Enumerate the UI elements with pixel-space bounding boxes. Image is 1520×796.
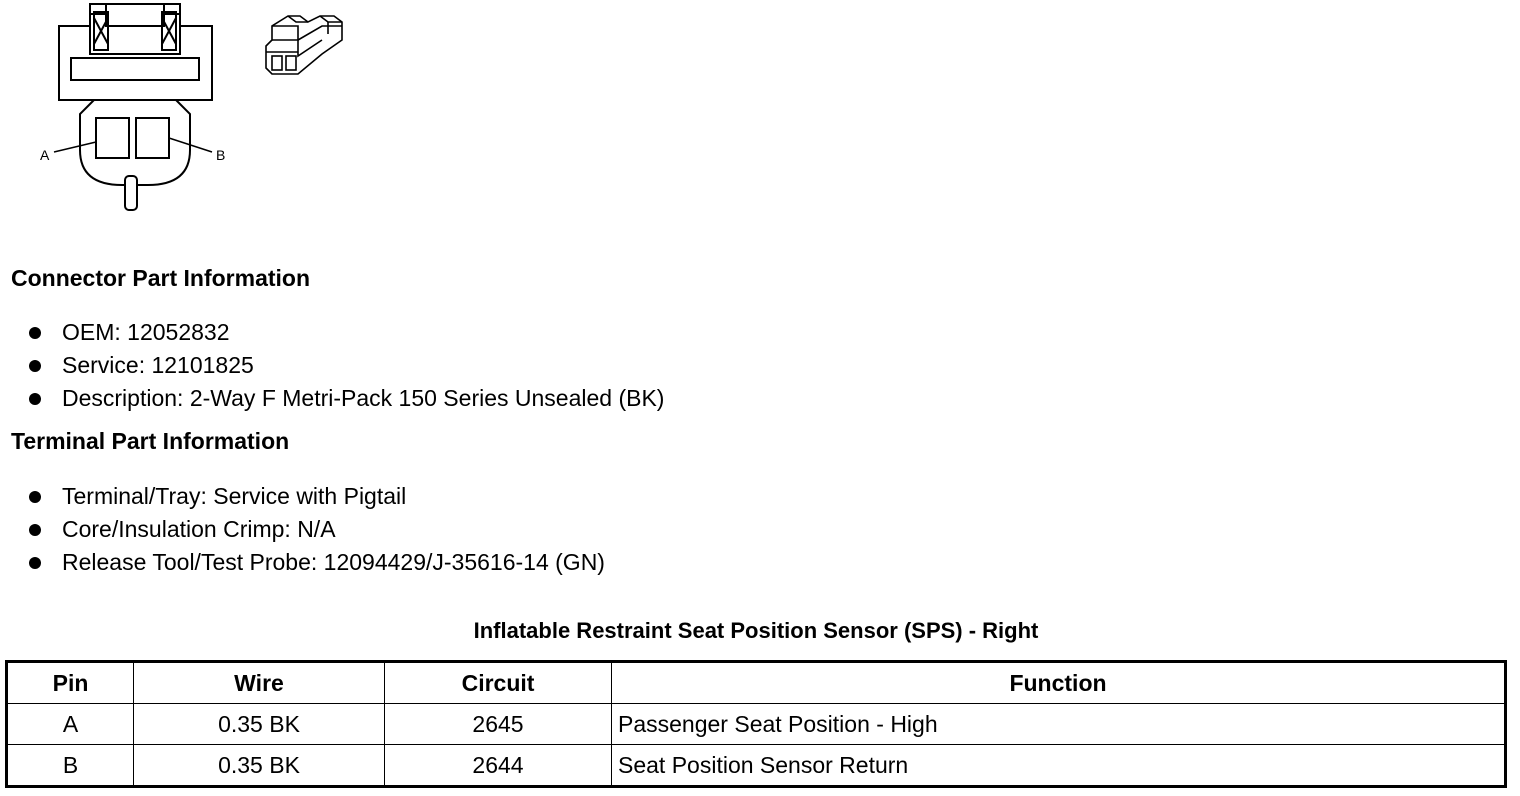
table-row (7, 745, 1506, 787)
cell-function: Passenger Seat Position - High (612, 704, 1506, 745)
header-function: Function (612, 662, 1506, 704)
pin-label-a: A (40, 147, 50, 163)
list-item: OEM: 12052832 (10, 316, 664, 349)
list-item: Description: 2-Way F Metri-Pack 150 Series Unsealed (BK) (10, 382, 664, 415)
cell-function: Seat Position Sensor Return (612, 745, 1506, 787)
pin-table (5, 660, 1507, 788)
cell-wire: 0.35 BK (134, 745, 385, 787)
bullet-icon (29, 360, 41, 372)
terminal-part-info-list (10, 480, 605, 579)
list-item: Terminal/Tray: Service with Pigtail (10, 480, 605, 513)
list-item: Core/Insulation Crimp: N/A (10, 513, 605, 546)
cell-pin: A (7, 704, 134, 745)
header-wire: Wire (134, 662, 385, 704)
pin-table-title: Inflatable Restraint Seat Position Sensor (SPS) - Right (473, 618, 1039, 643)
bullet-icon (29, 524, 41, 536)
connector-part-info-heading: Connector Part Information (11, 265, 311, 291)
connector-part-info-list (10, 316, 664, 415)
bullet-icon (29, 557, 41, 569)
header-pin: Pin (7, 662, 134, 704)
table-row (7, 704, 1506, 745)
table-header-row (7, 662, 1506, 704)
cell-circuit: 2644 (385, 745, 612, 787)
pin-label-b: B (216, 147, 226, 163)
bullet-icon (29, 393, 41, 405)
list-item: Release Tool/Test Probe: 12094429/J-35616-14 (GN) (10, 546, 605, 579)
bullet-icon (29, 327, 41, 339)
cell-pin: B (7, 745, 134, 787)
cell-wire: 0.35 BK (134, 704, 385, 745)
bullet-icon (29, 491, 41, 503)
connector-face-diagram (30, 0, 240, 215)
list-item: Service: 12101825 (10, 349, 664, 382)
terminal-part-info-heading: Terminal Part Information (11, 428, 290, 454)
connector-perspective-illustration (258, 4, 348, 86)
cell-circuit: 2645 (385, 704, 612, 745)
header-circuit: Circuit (385, 662, 612, 704)
